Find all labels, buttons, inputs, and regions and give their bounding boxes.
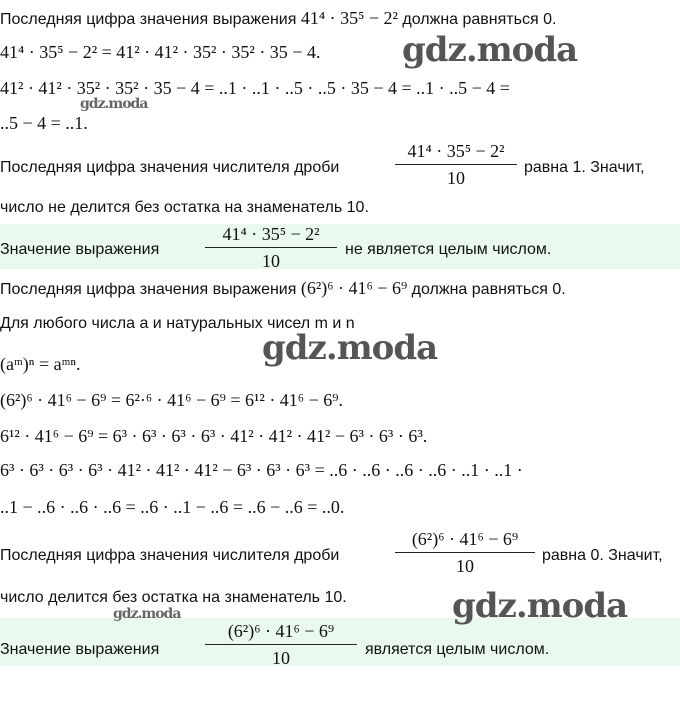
p2-result-fraction bbox=[205, 620, 357, 666]
watermark-logo: gdz.moda bbox=[452, 586, 628, 626]
p1-divides: число не делится без остатка на знаменатель 10. bbox=[0, 199, 369, 216]
p2-eq1: (6²)⁶ · 41⁶ − 6⁹ = 6²·⁶ · 41⁶ − 6⁹ = 6¹² · 41⁶ − 6⁹. bbox=[0, 390, 344, 410]
p2-rule-text: Для любого числа a и натуральных чисел m и n bbox=[0, 315, 355, 332]
watermark-logo: gdz.moda bbox=[80, 96, 148, 112]
p1-num-before: Последняя цифра значения числителя дроби bbox=[0, 159, 340, 176]
p2-rule-formula: (aᵐ)ⁿ = aᵐⁿ. bbox=[0, 354, 81, 374]
p1-result-after: не является целым числом. bbox=[345, 241, 552, 258]
p1-fraction bbox=[395, 140, 517, 188]
fraction-bar bbox=[395, 164, 517, 165]
p1-result-fraction bbox=[205, 223, 337, 269]
p2-result-after: является целым числом. bbox=[365, 641, 550, 658]
p1-fraction-numerator: 41⁴ · 35⁵ − 2² bbox=[407, 141, 505, 161]
p2-line1: Последняя цифра значения выражения (6²)⁶ · 41⁶ − 6⁹ должна равняться 0. bbox=[0, 278, 566, 298]
p2-fraction-denominator: 10 bbox=[456, 556, 474, 576]
p1-line1: Последняя цифра значения выражения 41⁴ · 35⁵ − 2² должна равняться 0. bbox=[0, 8, 557, 28]
p2-result-denominator: 10 bbox=[272, 648, 290, 666]
p2-result-before: Значение выражения bbox=[0, 641, 160, 658]
p2-eq4: ..1 − ..6 · ..6 · ..6 = ..6 · ..1 − ..6 = ..6 − ..6 = ..0. bbox=[0, 497, 345, 517]
p1-result-numerator: 41⁴ · 35⁵ − 2² bbox=[222, 224, 320, 244]
watermark-logo: gdz.moda bbox=[402, 30, 578, 70]
p1-result-before: Значение выражения bbox=[0, 241, 160, 258]
fraction-bar bbox=[205, 247, 337, 248]
p1-fraction-denominator: 10 bbox=[447, 168, 465, 188]
watermark-logo: gdz.moda bbox=[113, 606, 181, 622]
p2-eq3: 6³ · 6³ · 6³ · 6³ · 41² · 41² · 41² − 6³ · 6³ · 6³ = ..6 · ..6 · ..6 · ..6 · ..1 · ..1 · bbox=[0, 460, 523, 480]
p1-num-after: равна 1. Значит, bbox=[524, 159, 645, 176]
p1-eq2: 41² · 41² · 35² · 35² · 35 − 4 = ..1 · ..1 · ..5 · ..5 · 35 − 4 = ..1 · ..5 − 4 = bbox=[0, 78, 510, 98]
p2-result-numerator: (6²)⁶ · 41⁶ − 6⁹ bbox=[227, 621, 335, 641]
p2-num-after: равна 0. Значит, bbox=[542, 547, 663, 564]
p2-fraction bbox=[395, 528, 535, 576]
p2-eq2: 6¹² · 41⁶ − 6⁹ = 6³ · 6³ · 6³ · 6³ · 41² · 41² · 41² − 6³ · 6³ · 6³. bbox=[0, 426, 428, 446]
p2-num-before: Последняя цифра значения числителя дроби bbox=[0, 547, 340, 564]
p2-divides: число делится без остатка на знаменатель 10. bbox=[0, 589, 347, 606]
p1-eq3: ..5 − 4 = ..1. bbox=[0, 113, 88, 133]
watermark-logo: gdz.moda bbox=[262, 328, 438, 368]
p1-eq1: 41⁴ · 35⁵ − 2² = 41² · 41² · 35² · 35² · 35 − 4. bbox=[0, 42, 321, 62]
fraction-bar bbox=[205, 644, 357, 645]
fraction-bar bbox=[395, 552, 535, 553]
p1-result-denominator: 10 bbox=[262, 251, 280, 269]
p2-fraction-numerator: (6²)⁶ · 41⁶ − 6⁹ bbox=[411, 529, 519, 549]
